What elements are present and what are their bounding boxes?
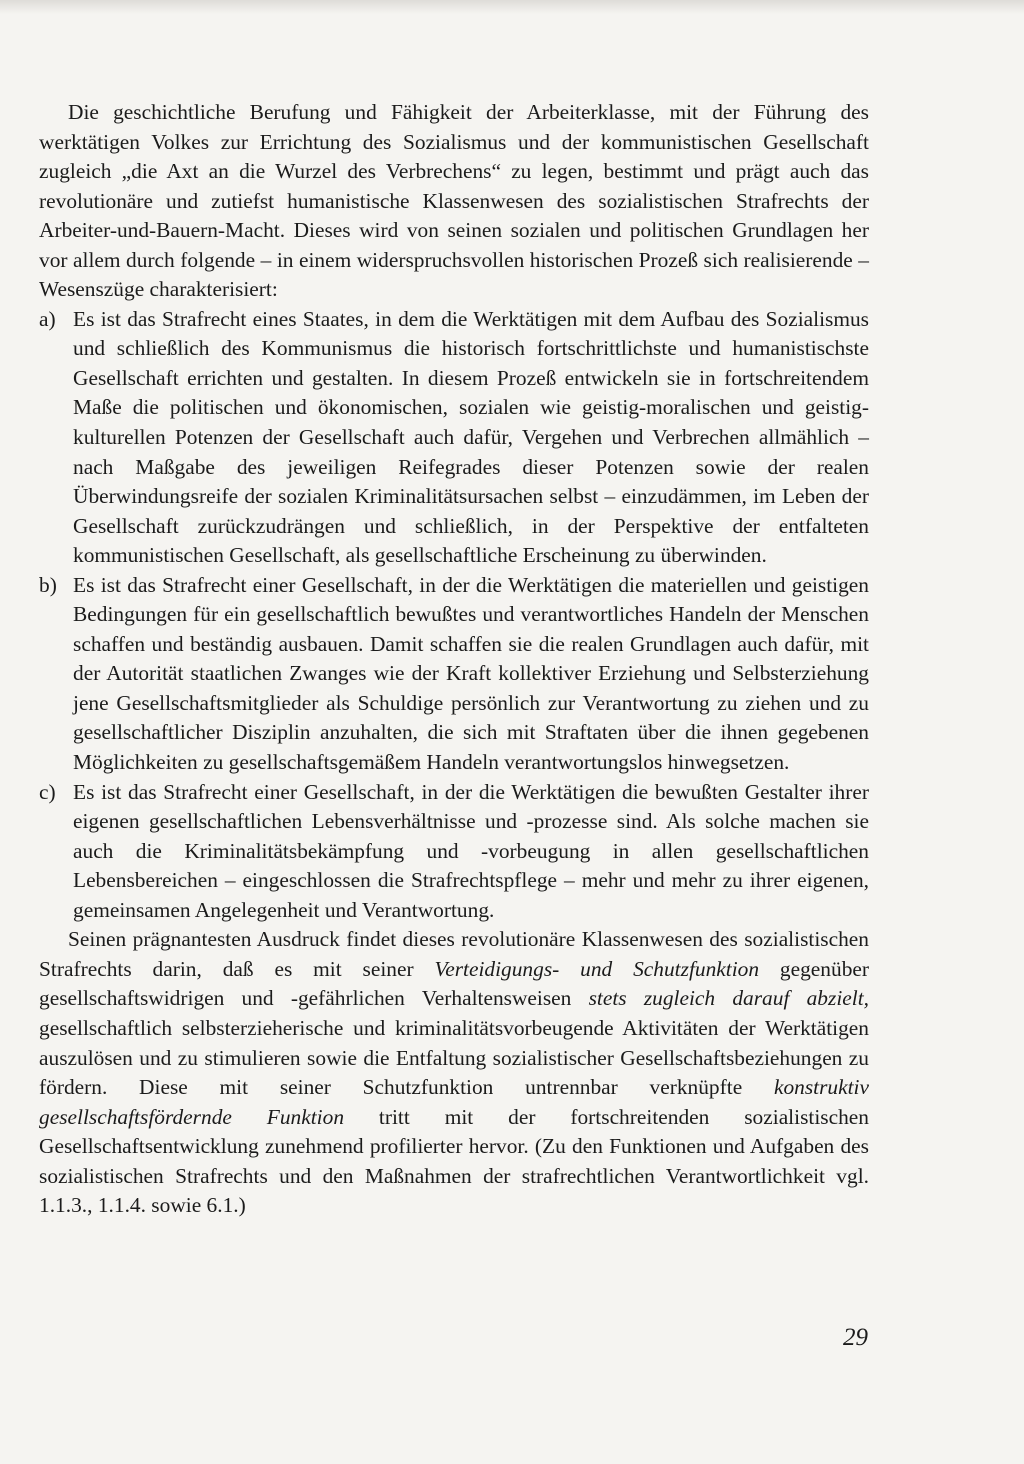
page-top-edge: [0, 0, 1024, 14]
list-text-a: Es ist das Strafrecht eines Staates, in dem die Werktätigen mit dem Aufbau des Sozialismus und schließlich des Kommunismus die historisch fortschrittlichste und humanistischste Gesellschaft errichten und gestalten. In diesem Prozeß entwickeln sie in fortschreitendem Maße die politischen und ökonomischen, sozialen wie geistig-moralischen und geistig-kulturellen Potenzen der Gesellschaft auch dafür, Vergehen und Verbrechen allmählich – nach Maßgabe des jeweiligen Reifegrades dieser Potenzen sowie der realen Überwindungsreife der sozialen Kriminalitätsursachen selbst – einzudämmen, im Leben der Gesellschaft zurückzudrängen und schließlich, in der Perspektive der entfalteten kommunistischen Gesellschaft, als gesellschaftliche Erscheinung zu überwinden.: [73, 306, 869, 568]
closing-text-3: gesellschaftlich selbsterzieherische und kriminalitätsvorbeugende Aktivitäten der Werktätigen auszulösen und zu stimulieren sowie die Entfaltung sozialistischer Gesellschaftsbeziehungen zu fördern. Diese mit seiner Schutzfunktion untrennbar verknüpfte: [39, 1015, 869, 1100]
closing-text-4: tritt mit der fortschreitenden sozialistischen Gesellschaftsentwicklung zunehmend profilierter hervor. (Zu den Funktionen und Aufgaben des sozialistischen Strafrechts und den Maßnahmen der strafrechtlichen Verantwortlichkeit vgl. 1.1.3., 1.1.4. sowie 6.1.): [39, 1104, 869, 1218]
intro-paragraph: Die geschichtliche Berufung und Fähigkeit der Arbeiterklasse, mit der Führung des werktätigen Volkes zur Errichtung des Sozialismus und der kommunistischen Gesellschaft zugleich „die Axt an die Wurzel des Verbrechens“ zu legen, bestimmt und prägt auch das revolutionäre und zutiefst humanistische Klassenwesen des sozialistischen Strafrechts der Arbeiter-und-Bauern-Macht. Dieses wird von seinen sozialen und politischen Grundlagen her vor allem durch folgende – in einem widerspruchsvollen historischen Prozeß sich realisierende – Wesenszüge charakterisiert:: [39, 100, 869, 302]
closing-emphasis-1: Verteidigungs- und Schutzfunktion: [434, 956, 760, 981]
closing-text-2: gegenüber gesellschaftswidrigen und -gefährlichen Verhaltensweisen: [39, 956, 870, 1011]
list-item-a: [39, 305, 869, 571]
list-label-b: b): [39, 572, 57, 597]
closing-text-1: Seinen prägnantesten Ausdruck findet dieses revolutionäre Klassenwesen des sozialistischen Strafrechts darin, daß es mit seiner: [39, 927, 869, 981]
closing-paragraph: [39, 925, 869, 1220]
list-label-c: c): [39, 779, 56, 804]
list-label-a: a): [39, 306, 56, 331]
page-number: 29: [843, 1324, 868, 1351]
body-text: [39, 98, 869, 1221]
list-item-b: [39, 571, 869, 778]
list-text-b: Es ist das Strafrecht einer Gesellschaft, in der die Werktätigen die materiellen und geistigen Bedingungen für ein gesellschaftlich bewußtes und verantwortliches Handeln der Menschen schaffen und beständig ausbauen. Damit schaffen sie die realen Grundlagen auch dafür, mit der Autorität staatlichen Zwanges wie der Kraft kollektiver Erziehung und Selbsterziehung jene Gesellschaftsmitglieder als Schuldige persönlich zur Verantwortung zu ziehen und zu gesellschaftlicher Disziplin anzuhalten, die sich mit Straftaten über die ihnen gegebenen Möglichkeiten zu gesellschaftsgemäßem Handeln verantwortungslos hinwegsetzen.: [73, 572, 869, 775]
list-item-c: [39, 778, 869, 926]
list-text-c: Es ist das Strafrecht einer Gesellschaft, in der die Werktätigen die bewußten Gestalter ihrer eigenen gesellschaftlichen Lebensverhältnisse und -prozesse sind. Als solche machen sie auch die Kriminalitätsbekämpfung und -vorbeugung in allen gesellschaftlichen Lebensbereichen – eingeschlossen die Strafrechtspflege – mehr und mehr zu ihrer eigenen, gemeinsamen Angelegenheit und Verantwortung.: [73, 779, 869, 922]
closing-emphasis-2: stets zugleich darauf abzielt,: [588, 986, 869, 1011]
closing-emphasis-3: konstruktiv gesellschaftsfördernde Funktion: [39, 1075, 869, 1129]
